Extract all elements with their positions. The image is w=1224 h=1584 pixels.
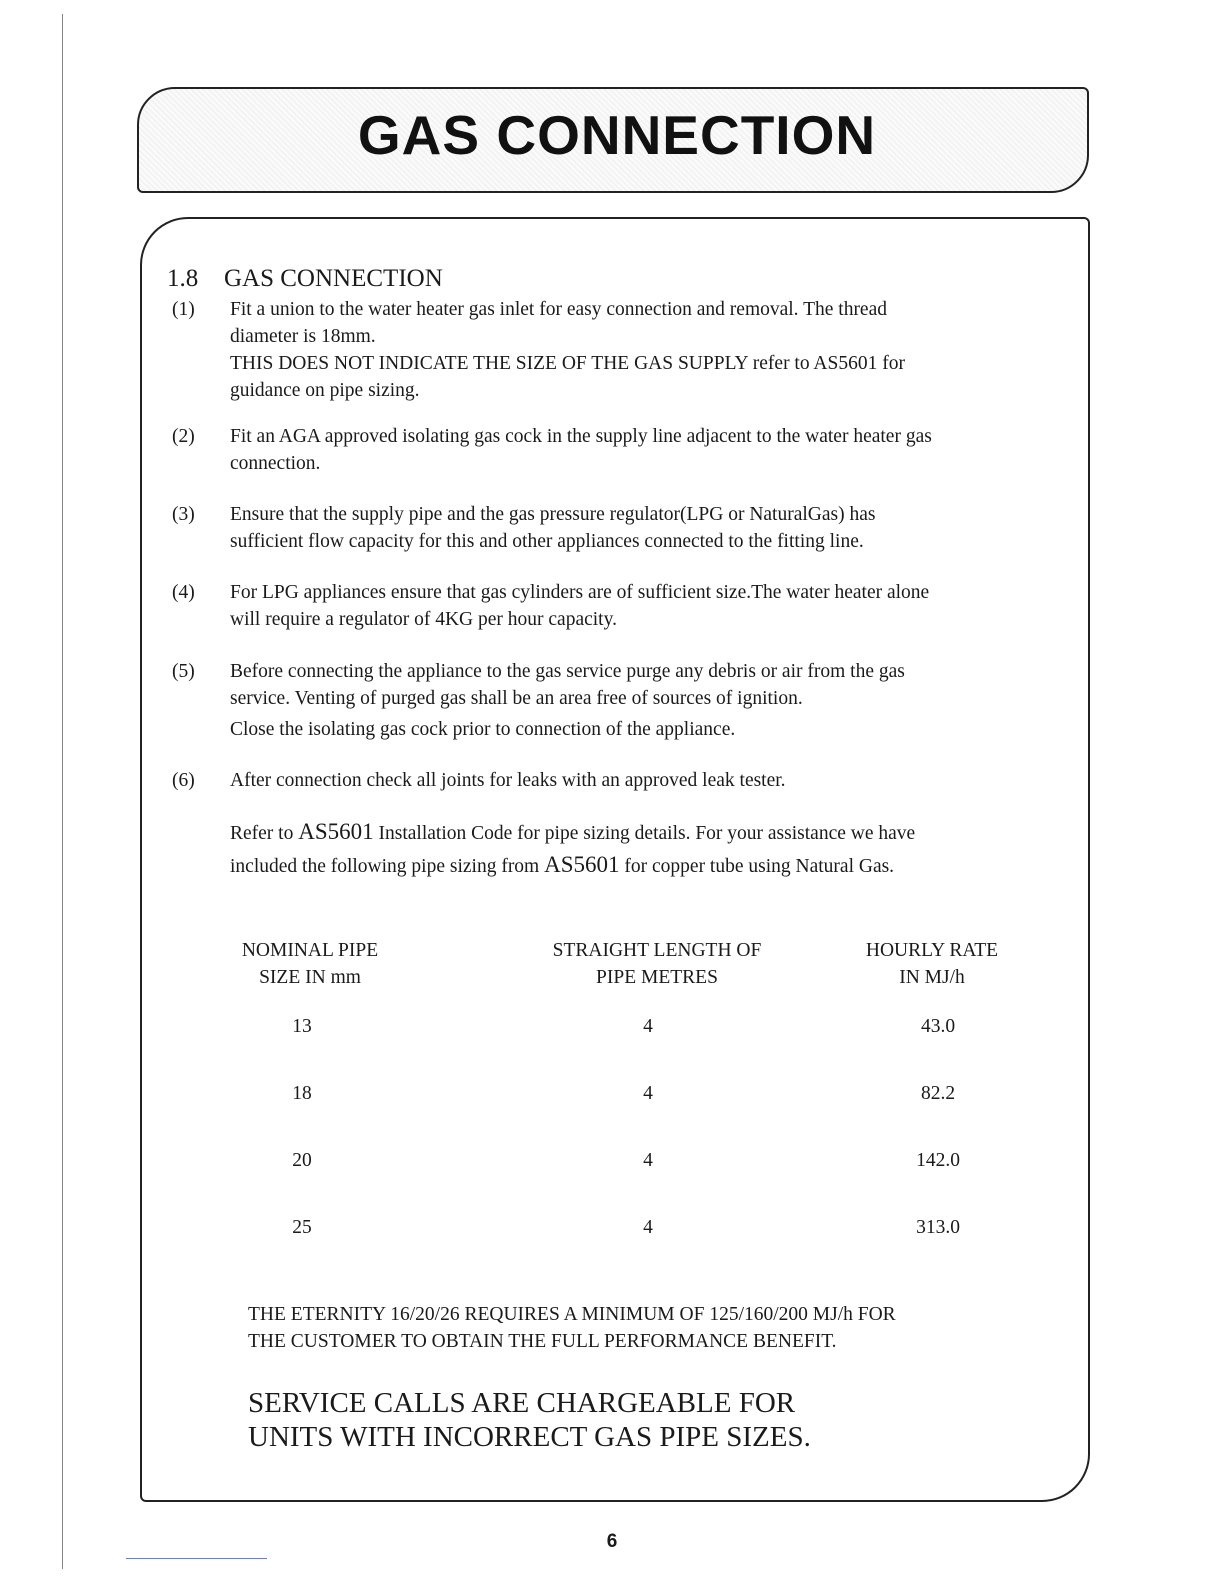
cell-length: 4 xyxy=(643,1083,653,1104)
cell-rate: 142.0 xyxy=(916,1150,960,1171)
list-item-1 xyxy=(172,296,1052,404)
cell-rate: 43.0 xyxy=(920,1016,956,1037)
item-marker: (2) xyxy=(172,426,195,447)
table-header-hourly-rate xyxy=(822,937,1042,991)
item-line: Close the isolating gas cock prior to connection of the appliance. xyxy=(230,719,736,740)
footer-rule xyxy=(126,1558,267,1559)
section-number: 1.8 xyxy=(167,265,199,292)
cell-rate: 82.2 xyxy=(920,1083,956,1104)
table-row xyxy=(0,1016,1224,1046)
item-marker: (4) xyxy=(172,582,195,603)
header-line: HOURLY RATE xyxy=(865,940,999,961)
list-item-2 xyxy=(172,423,1052,477)
warning-line: SERVICE CALLS ARE CHARGEABLE FOR xyxy=(248,1387,796,1419)
reference-paragraph xyxy=(230,816,1050,882)
item-line: Fit a union to the water heater gas inlet for easy connection and removal. The thread xyxy=(230,299,887,320)
cell-size: 13 xyxy=(292,1016,312,1037)
service-warning xyxy=(248,1386,1048,1454)
cell-length: 4 xyxy=(643,1150,653,1171)
item-line: service. Venting of purged gas shall be an area free of sources of ignition. xyxy=(230,688,803,709)
item-marker: (6) xyxy=(172,770,195,791)
cell-size: 20 xyxy=(292,1150,312,1171)
cell-rate: 313.0 xyxy=(916,1217,960,1238)
table-row xyxy=(0,1217,1224,1247)
cell-length: 4 xyxy=(643,1016,653,1037)
header-line: STRAIGHT LENGTH OF xyxy=(552,940,762,961)
cell-length: 4 xyxy=(643,1217,653,1238)
item-marker: (3) xyxy=(172,504,195,525)
item-line: sufficient flow capacity for this and other appliances connected to the fitting line. xyxy=(230,531,864,552)
header-line: IN MJ/h xyxy=(899,967,965,988)
note-line: THE CUSTOMER TO OBTAIN THE FULL PERFORMANCE BENEFIT. xyxy=(248,1331,837,1352)
item-line: After connection check all joints for leaks with an approved leak tester. xyxy=(230,770,786,791)
header-line: PIPE METRES xyxy=(596,967,718,988)
item-line: Fit an AGA approved isolating gas cock in the supply line adjacent to the water heater gas xyxy=(230,426,932,447)
table-header-length xyxy=(507,937,807,991)
list-item-6 xyxy=(172,767,1052,794)
list-item-4 xyxy=(172,579,1052,633)
table-header-pipe-size xyxy=(200,937,420,991)
list-item-5 xyxy=(172,658,1052,743)
page-number: 6 xyxy=(606,1531,618,1552)
reference-text: included the following pipe sizing from xyxy=(230,856,545,877)
section-title: GAS CONNECTION xyxy=(224,265,443,292)
item-line: Before connecting the appliance to the gas service purge any debris or air from the gas xyxy=(230,661,905,682)
table-row xyxy=(0,1083,1224,1113)
header-line: NOMINAL PIPE xyxy=(241,940,379,961)
reference-text: Refer to xyxy=(230,823,299,844)
list-item-3 xyxy=(172,501,1052,555)
cell-size: 25 xyxy=(292,1217,312,1238)
item-line: diameter is 18mm. xyxy=(230,326,376,347)
standard-code: AS5601 xyxy=(544,852,620,877)
header-line: SIZE IN mm xyxy=(259,967,361,988)
reference-text: Installation Code for pipe sizing details. For your assistance we have xyxy=(373,823,916,844)
item-line: For LPG appliances ensure that gas cylinders are of sufficient size.The water heater alone xyxy=(230,582,930,603)
table-row xyxy=(0,1150,1224,1180)
reference-text: for copper tube using Natural Gas. xyxy=(619,856,895,877)
item-line: THIS DOES NOT INDICATE THE SIZE OF THE GAS SUPPLY refer to AS5601 for xyxy=(230,353,905,374)
item-line: will require a regulator of 4KG per hour capacity. xyxy=(230,609,617,630)
item-line: connection. xyxy=(230,453,321,474)
item-marker: (5) xyxy=(172,661,195,682)
warning-line: UNITS WITH INCORRECT GAS PIPE SIZES. xyxy=(248,1421,811,1453)
item-marker: (1) xyxy=(172,299,195,320)
item-line: guidance on pipe sizing. xyxy=(230,380,420,401)
cell-size: 18 xyxy=(292,1083,312,1104)
requirement-note xyxy=(248,1301,1048,1355)
item-line: Ensure that the supply pipe and the gas pressure regulator(LPG or NaturalGas) has xyxy=(230,504,876,525)
standard-code: AS5601 xyxy=(298,819,374,844)
page-title: GAS CONNECTION xyxy=(357,104,877,166)
section-heading xyxy=(167,263,443,295)
note-line: THE ETERNITY 16/20/26 REQUIRES A MINIMUM OF 125/160/200 MJ/h FOR xyxy=(248,1304,896,1325)
binding-margin-line xyxy=(62,14,63,1569)
